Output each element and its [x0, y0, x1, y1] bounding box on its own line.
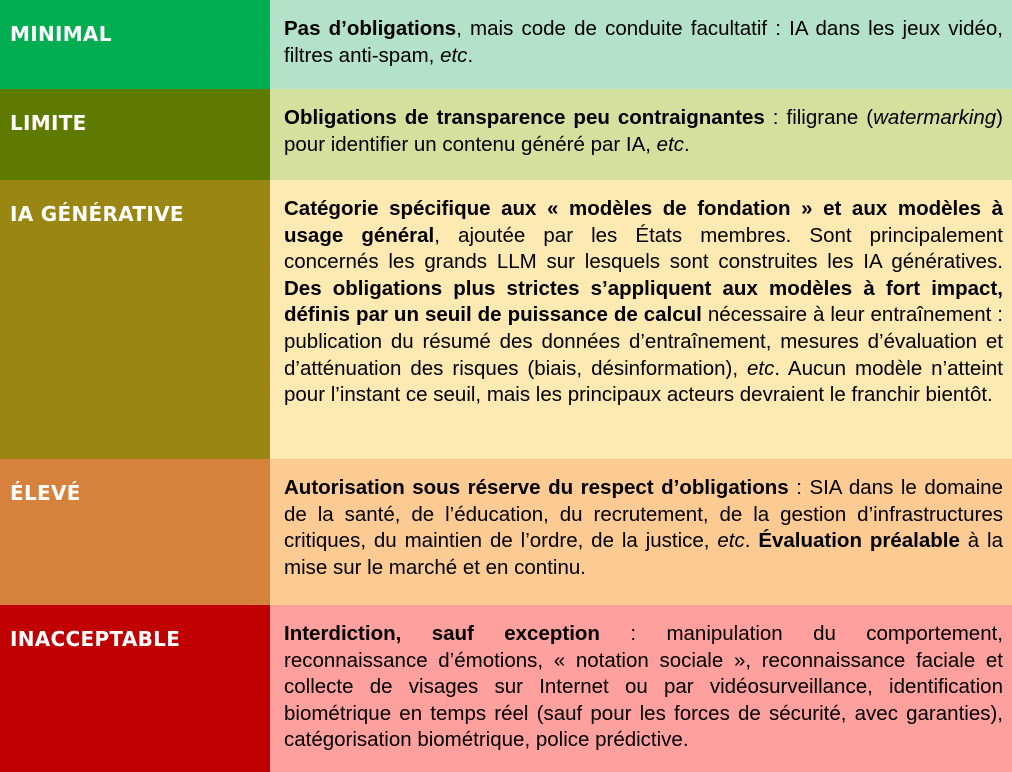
risk-description — [270, 459, 1012, 605]
bold-text: Autorisation sous réserve du respect d’obligations — [284, 476, 789, 499]
bold-text: Pas d’obligations — [284, 17, 457, 40]
risk-level-label: IA GÉNÉRATIVE — [0, 180, 270, 459]
risk-level-label: LIMITE — [0, 89, 270, 180]
italic-text: watermarking — [873, 106, 997, 129]
italic-text: etc — [656, 132, 685, 156]
bold-text: Des obligations plus strictes s’appliquent aux modèles à fort impact, définis par un seuil de puissance de calcul — [284, 276, 1003, 327]
risk-description — [270, 0, 1012, 89]
risk-description — [270, 180, 1012, 459]
bold-text: Catégorie spécifique aux « modèles de fondation » et aux modèles à usage général — [284, 197, 1003, 247]
risk-row — [0, 605, 1012, 772]
risk-level-label: MINIMAL — [0, 0, 270, 89]
italic-text: etc — [440, 43, 468, 67]
italic-text: etc — [717, 529, 745, 553]
risk-row — [0, 0, 1012, 89]
bold-text: Interdiction, sauf exception — [284, 622, 600, 645]
text: à la mise sur le marché et en continu. — [284, 529, 1003, 579]
text: , mais code de conduite facultatif : IA dans les jeux vidéo, filtres anti-spam, — [284, 17, 1003, 67]
text: . Aucun modèle n’atteint pour l’instant ce seuil, mais les principaux acteurs devraient le franchir bientôt. — [284, 356, 1003, 407]
text: nécessaire à leur entraînement : publication du résumé des données d’entraînement, mesures d’évaluation et d’atténuation des risques (biais, désinformation), — [284, 303, 1003, 380]
risk-level-label: INACCEPTABLE — [0, 605, 270, 772]
risk-description — [270, 605, 1012, 772]
text: : manipulation du comportement, reconnaissance d’émotions, « notation sociale », reconnaissance faciale et collecte de visages sur Internet ou par vidéosurveillance, identification biométrique en temps réel (sauf pour les forces de sécurité, avec garanties), catégorisation biométrique, police prédictive. — [284, 622, 1004, 752]
text: , ajoutée par les États membres. Sont principalement concernés les grands LLM sur lesquels sont construites les IA génératives. — [284, 223, 1003, 274]
risk-row — [0, 459, 1012, 605]
text: : filigrane ( — [764, 106, 874, 129]
text: . — [467, 43, 474, 67]
bold-text: Obligations de transparence peu contraignantes — [284, 106, 765, 129]
text: . — [684, 132, 690, 156]
italic-text: etc — [747, 356, 775, 380]
text: ) pour identifier un contenu généré par IA, — [284, 106, 1003, 156]
risk-description — [270, 89, 1012, 180]
risk-level-label: ÉLEVÉ — [0, 459, 270, 605]
risk-row — [0, 180, 1012, 459]
bold-text: Évaluation préalable — [758, 529, 960, 553]
text: : SIA dans le domaine de la santé, de l’éducation, du recrutement, de la gestion d’infrastructures critiques, du maintien de l’ordre, de la justice, — [284, 476, 1003, 553]
text: . — [744, 529, 759, 553]
risk-row — [0, 89, 1012, 180]
